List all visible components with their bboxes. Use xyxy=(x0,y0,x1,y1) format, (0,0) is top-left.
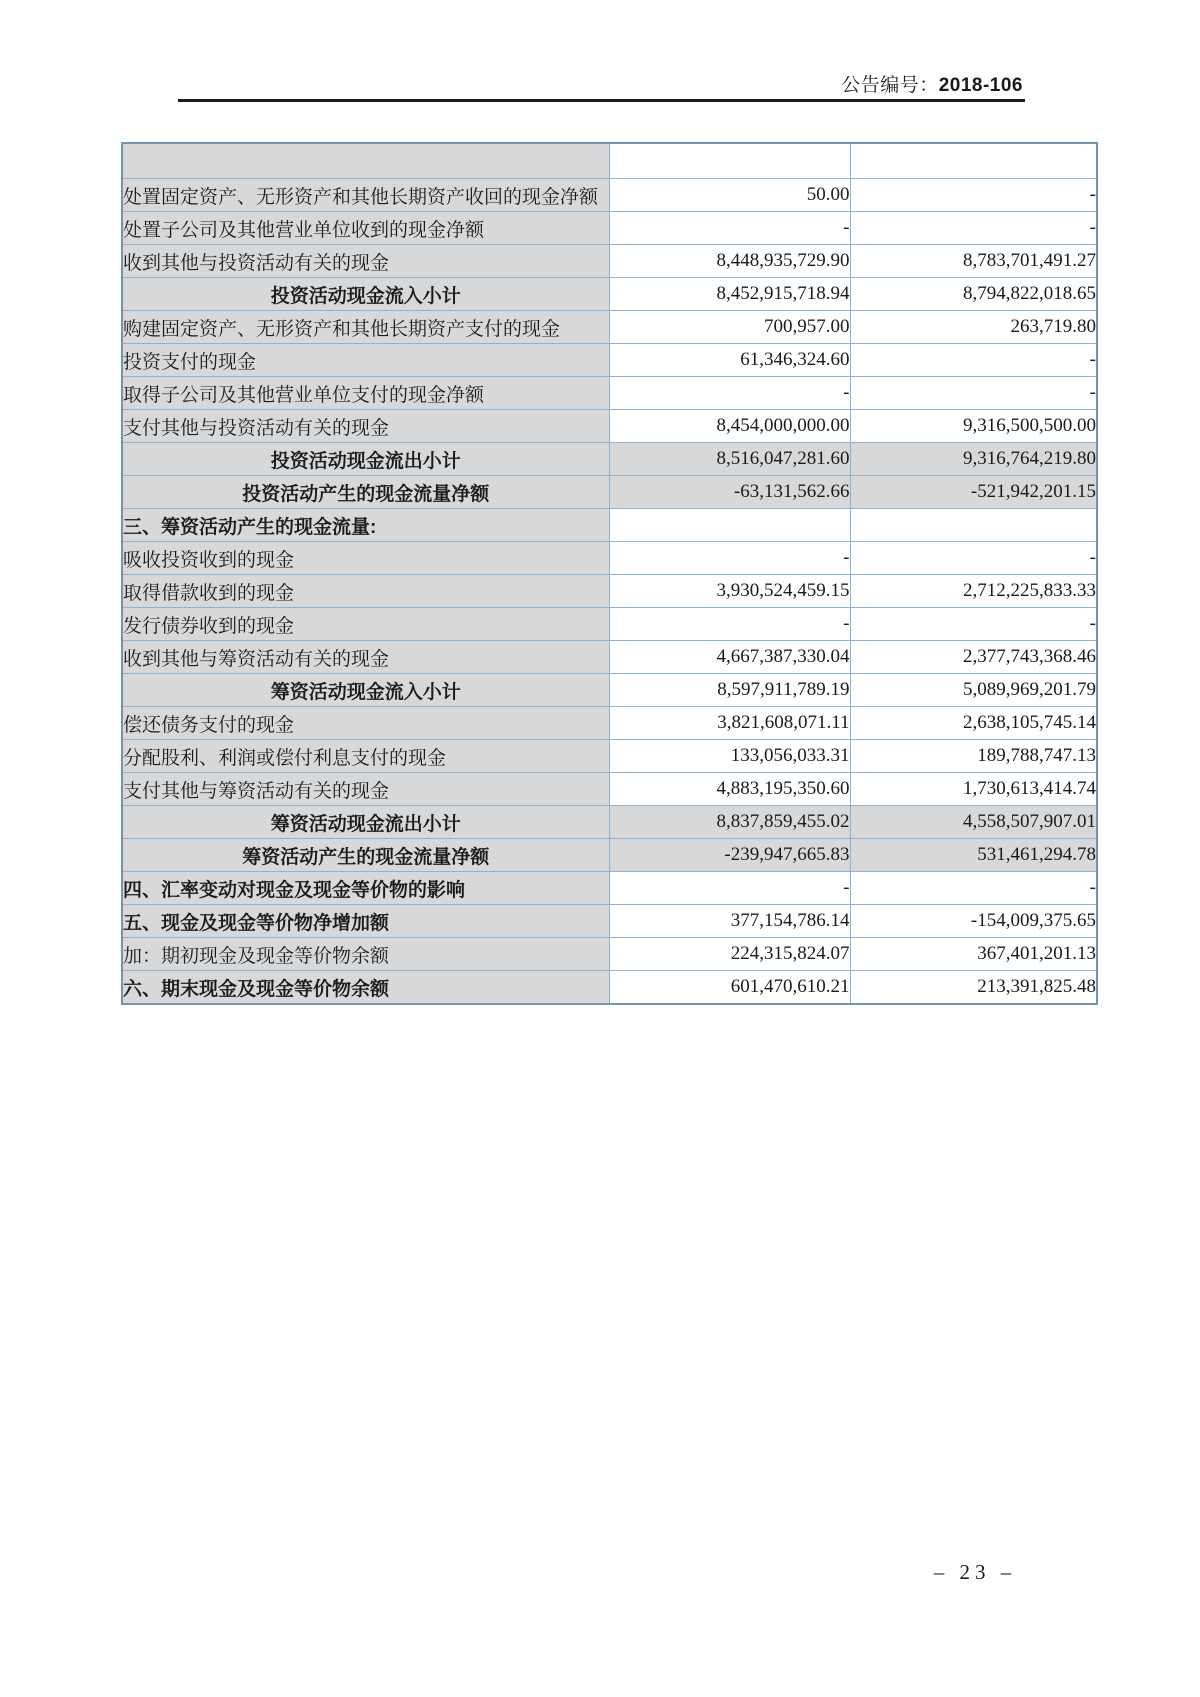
current-period-value-cell: - xyxy=(609,872,850,905)
row-label-cell: 购建固定资产、无形资产和其他长期资产支付的现金 xyxy=(122,311,609,344)
table-row xyxy=(122,542,1097,575)
table-row xyxy=(122,806,1097,839)
table-row xyxy=(122,278,1097,311)
row-label-cell: 投资活动现金流出小计 xyxy=(122,443,609,476)
current-period-value-cell: - xyxy=(609,542,850,575)
table-row xyxy=(122,509,1097,542)
row-label-cell: 筹资活动现金流出小计 xyxy=(122,806,609,839)
prior-period-value-cell: - xyxy=(850,377,1097,410)
row-label-cell: 处置固定资产、无形资产和其他长期资产收回的现金净额 xyxy=(122,179,609,212)
prior-period-value-cell: 4,558,507,907.01 xyxy=(850,806,1097,839)
prior-period-value-cell: 213,391,825.48 xyxy=(850,971,1097,1005)
table-row xyxy=(122,641,1097,674)
prior-period-value-cell: - xyxy=(850,872,1097,905)
table-row xyxy=(122,311,1097,344)
row-label-cell: 收到其他与筹资活动有关的现金 xyxy=(122,641,609,674)
row-label-cell: 分配股利、利润或偿付利息支付的现金 xyxy=(122,740,609,773)
row-label-cell: 筹资活动产生的现金流量净额 xyxy=(122,839,609,872)
row-label-cell: 投资活动产生的现金流量净额 xyxy=(122,476,609,509)
current-period-value-cell: 601,470,610.21 xyxy=(609,971,850,1005)
table-row xyxy=(122,674,1097,707)
row-label-cell: 六、期末现金及现金等价物余额 xyxy=(122,971,609,1005)
row-label-cell: 四、汇率变动对现金及现金等价物的影响 xyxy=(122,872,609,905)
current-period-value-cell: 8,597,911,789.19 xyxy=(609,674,850,707)
current-period-value-cell: - xyxy=(609,377,850,410)
table-row xyxy=(122,905,1097,938)
prior-period-value-cell: 2,638,105,745.14 xyxy=(850,707,1097,740)
current-period-value-cell: 3,930,524,459.15 xyxy=(609,575,850,608)
current-period-value-cell xyxy=(609,509,850,542)
current-period-value-cell xyxy=(609,143,850,179)
announcement-number-line xyxy=(178,70,1023,97)
prior-period-value-cell: 2,712,225,833.33 xyxy=(850,575,1097,608)
prior-period-value-cell: 9,316,500,500.00 xyxy=(850,410,1097,443)
table-row xyxy=(122,839,1097,872)
current-period-value-cell: 8,454,000,000.00 xyxy=(609,410,850,443)
prior-period-value-cell: - xyxy=(850,179,1097,212)
current-period-value-cell: 224,315,824.07 xyxy=(609,938,850,971)
row-label-cell: 投资活动现金流入小计 xyxy=(122,278,609,311)
current-period-value-cell: 8,448,935,729.90 xyxy=(609,245,850,278)
prior-period-value-cell: - xyxy=(850,542,1097,575)
prior-period-value-cell xyxy=(850,143,1097,179)
prior-period-value-cell: 367,401,201.13 xyxy=(850,938,1097,971)
table-row xyxy=(122,179,1097,212)
table-row xyxy=(122,575,1097,608)
row-label-cell: 取得子公司及其他营业单位支付的现金净额 xyxy=(122,377,609,410)
current-period-value-cell: 3,821,608,071.11 xyxy=(609,707,850,740)
cash-flow-table-body xyxy=(122,143,1097,1004)
prior-period-value-cell xyxy=(850,509,1097,542)
table-row xyxy=(122,443,1097,476)
current-period-value-cell: - xyxy=(609,212,850,245)
row-label-cell: 筹资活动现金流入小计 xyxy=(122,674,609,707)
current-period-value-cell: 8,452,915,718.94 xyxy=(609,278,850,311)
prior-period-value-cell: - xyxy=(850,212,1097,245)
prior-period-value-cell: -521,942,201.15 xyxy=(850,476,1097,509)
row-label-cell: 发行债券收到的现金 xyxy=(122,608,609,641)
prior-period-value-cell: 9,316,764,219.80 xyxy=(850,443,1097,476)
current-period-value-cell: 8,516,047,281.60 xyxy=(609,443,850,476)
row-label-cell: 加：期初现金及现金等价物余额 xyxy=(122,938,609,971)
current-period-value-cell: 4,667,387,330.04 xyxy=(609,641,850,674)
table-row xyxy=(122,872,1097,905)
current-period-value-cell: 8,837,859,455.02 xyxy=(609,806,850,839)
table-row xyxy=(122,773,1097,806)
table-row xyxy=(122,245,1097,278)
row-label-cell: 五、现金及现金等价物净增加额 xyxy=(122,905,609,938)
announcement-label: 公告编号： xyxy=(841,75,939,96)
table-row xyxy=(122,344,1097,377)
table-row xyxy=(122,938,1097,971)
prior-period-value-cell: - xyxy=(850,344,1097,377)
table-row xyxy=(122,377,1097,410)
table-row xyxy=(122,740,1097,773)
row-label-cell: 处置子公司及其他营业单位收到的现金净额 xyxy=(122,212,609,245)
row-label-cell: 吸收投资收到的现金 xyxy=(122,542,609,575)
row-label-cell: 取得借款收到的现金 xyxy=(122,575,609,608)
row-label-cell: 偿还债务支付的现金 xyxy=(122,707,609,740)
prior-period-value-cell: 189,788,747.13 xyxy=(850,740,1097,773)
row-label-cell: 三、筹资活动产生的现金流量: xyxy=(122,509,609,542)
row-label-cell: 投资支付的现金 xyxy=(122,344,609,377)
prior-period-value-cell: - xyxy=(850,608,1097,641)
page-number: – 23 – xyxy=(933,1560,1017,1584)
prior-period-value-cell: 1,730,613,414.74 xyxy=(850,773,1097,806)
prior-period-value-cell: 8,783,701,491.27 xyxy=(850,245,1097,278)
current-period-value-cell: 61,346,324.60 xyxy=(609,344,850,377)
current-period-value-cell: -63,131,562.66 xyxy=(609,476,850,509)
table-row xyxy=(122,212,1097,245)
row-label-cell: 收到其他与投资活动有关的现金 xyxy=(122,245,609,278)
cash-flow-table xyxy=(121,142,1098,1005)
prior-period-value-cell: 8,794,822,018.65 xyxy=(850,278,1097,311)
announcement-number: 2018-106 xyxy=(938,75,1023,96)
current-period-value-cell: 700,957.00 xyxy=(609,311,850,344)
table-row xyxy=(122,608,1097,641)
header-divider-line xyxy=(178,99,1025,102)
table-row xyxy=(122,707,1097,740)
current-period-value-cell: -239,947,665.83 xyxy=(609,839,850,872)
current-period-value-cell: 377,154,786.14 xyxy=(609,905,850,938)
table-header-row xyxy=(122,143,1097,179)
prior-period-value-cell: 531,461,294.78 xyxy=(850,839,1097,872)
table-row xyxy=(122,971,1097,1005)
current-period-value-cell: 133,056,033.31 xyxy=(609,740,850,773)
table-row xyxy=(122,410,1097,443)
prior-period-value-cell: 2,377,743,368.46 xyxy=(850,641,1097,674)
row-label-cell: 支付其他与投资活动有关的现金 xyxy=(122,410,609,443)
current-period-value-cell: 50.00 xyxy=(609,179,850,212)
prior-period-value-cell: 263,719.80 xyxy=(850,311,1097,344)
table-row xyxy=(122,476,1097,509)
prior-period-value-cell: 5,089,969,201.79 xyxy=(850,674,1097,707)
current-period-value-cell: - xyxy=(609,608,850,641)
row-label-cell: 支付其他与筹资活动有关的现金 xyxy=(122,773,609,806)
current-period-value-cell: 4,883,195,350.60 xyxy=(609,773,850,806)
prior-period-value-cell: -154,009,375.65 xyxy=(850,905,1097,938)
row-label-cell xyxy=(122,143,609,179)
